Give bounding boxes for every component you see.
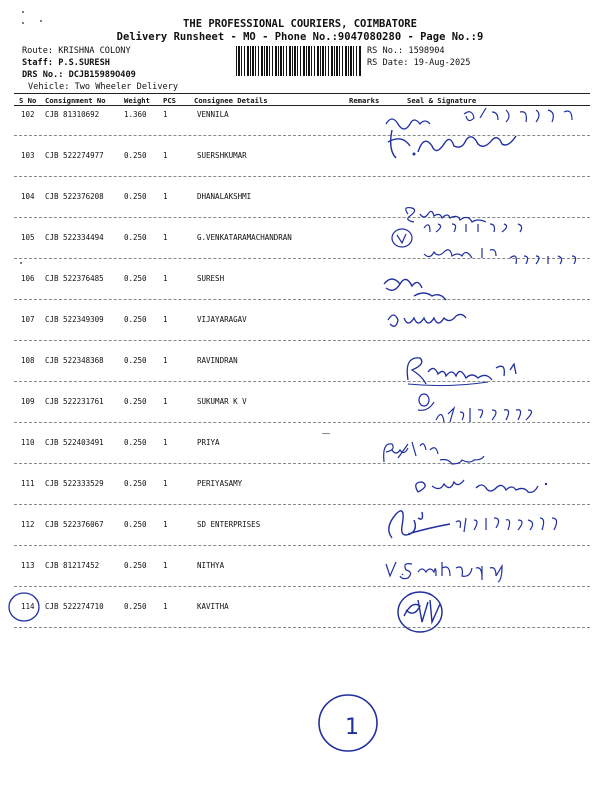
row-consignee: VIJAYARAGAV [197,315,247,324]
row-pcs: 1 [163,356,168,365]
row-consignee: SUERSHKUMAR [197,151,247,160]
row-divider [14,422,590,423]
row-consignee: NITHYA [197,561,225,570]
row-signature [378,350,590,390]
row-sno: 105 [21,233,35,242]
row-sno: 104 [21,192,35,201]
row-signature [378,550,590,580]
row-signature [378,192,590,222]
col-seal-signature: Seal & Signature [407,96,477,105]
row-weight: 0.250 [124,602,147,611]
row-weight: 0.250 [124,151,147,160]
page-count-mark [314,690,382,756]
scan-speck [20,262,22,264]
row-consignment-no: CJB 522403491 [45,438,104,447]
col-weight: Weight [124,96,150,105]
rs-number: RS No.: 1598904 [367,46,445,56]
row-consignee: G.VENKATARAMACHANDRAN [197,233,292,242]
row-sno: 108 [21,356,35,365]
row-weight: 0.250 [124,274,147,283]
row-consignment-no: CJB 522376208 [45,192,104,201]
row-pcs: 1 [163,520,168,529]
row-sno: 112 [21,520,35,529]
row-consignment-no: CJB 522274977 [45,151,104,160]
row-consignee: KAVITHA [197,602,229,611]
row-consignment-no: CJB 522274710 [45,602,104,611]
row-divider [14,176,590,177]
row-consignee: SUKUMAR K V [197,397,247,406]
row-pcs: 1 [163,438,168,447]
row-signature [378,432,590,472]
runsheet-title: Delivery Runsheet - MO - Phone No.:9047080280 - Page No.:9 [116,31,484,43]
row-sno: 110 [21,438,35,447]
row-signature [378,504,590,544]
row-sno: 106 [21,274,35,283]
row-weight: 0.250 [124,438,147,447]
row-pcs: 1 [163,561,168,570]
scan-speck [322,433,330,434]
row-pcs: 1 [163,602,168,611]
row-consignment-no: CJB 81217452 [45,561,100,570]
col-pcs: PCS [163,96,176,105]
row-weight: 0.250 [124,520,147,529]
col-sno: S No [19,96,37,105]
row-divider [14,586,590,587]
drs-number: DRS No.: DCJB15989O409 [22,70,136,80]
row-consignee: PRIYA [197,438,220,447]
row-consignment-no: CJB 522231761 [45,397,104,406]
row-signature [378,122,590,162]
row-consignment-no: CJB 522334494 [45,233,104,242]
row-consignee: SURESH [197,274,225,283]
row-pcs: 1 [163,192,168,201]
row-signature [378,392,590,422]
row-sno: 114 [21,602,35,611]
rs-date: RS Date: 19-Aug-2025 [367,58,471,68]
row-signature [378,590,590,634]
row-sno: 102 [21,110,35,119]
col-consignee: Consignee Details [194,96,268,105]
row-weight: 0.250 [124,233,147,242]
row-weight: 0.250 [124,356,147,365]
vehicle-label: Vehicle: Two Wheeler Delivery [28,82,179,92]
row-pcs: 1 [163,151,168,160]
row-weight: 0.250 [124,192,147,201]
row-sno: 107 [21,315,35,324]
row-consignment-no: CJB 522376067 [45,520,104,529]
row-weight: 0.250 [124,397,147,406]
row-consignment-no: CJB 522333529 [45,479,104,488]
row-weight: 0.250 [124,315,147,324]
row-signature [378,232,590,262]
row-pcs: 1 [163,479,168,488]
row-consignment-no: CJB 522376485 [45,274,104,283]
row-consignee: RAVINDRAN [197,356,238,365]
staff-label: Staff: P.S.SURESH [22,58,110,68]
row-consignee: PERIYASAMY [197,479,243,488]
row-weight: 0.250 [124,479,147,488]
scan-speck [22,11,24,13]
row-signature [378,470,590,500]
row-pcs: 1 [163,397,168,406]
row-consignment-no: CJB 522348368 [45,356,104,365]
row-pcs: 1 [163,315,168,324]
svg-text:1: 1 [345,715,359,740]
row-pcs: 1 [163,274,168,283]
barcode [236,46,362,76]
col-remarks: Remarks [349,96,380,105]
row-sno: 111 [21,479,35,488]
company-title: THE PROFESSIONAL COURIERS, COIMBATORE [183,18,417,30]
row-consignee: VENNILA [197,110,229,119]
route-label: Route: KRISHNA COLONY [22,46,131,56]
row-weight: 1.360 [124,110,147,119]
row-signature [378,306,590,336]
row-consignment-no: CJB 81310692 [45,110,100,119]
circle-mark-sno [6,589,42,625]
row-consignee: SD ENTERPRISES [197,520,261,529]
row-pcs: 1 [163,233,168,242]
row-consignee: DHANALAKSHMI [197,192,252,201]
row-pcs: 1 [163,110,168,119]
row-weight: 0.250 [124,561,147,570]
col-consignment: Consignment No [45,96,106,105]
row-sno: 113 [21,561,35,570]
header-rule [14,93,590,94]
row-sno: 109 [21,397,35,406]
row-consignment-no: CJB 522349309 [45,315,104,324]
row-signature [378,276,590,306]
row-sno: 103 [21,151,35,160]
row-divider [14,545,590,546]
row-divider [14,340,590,341]
